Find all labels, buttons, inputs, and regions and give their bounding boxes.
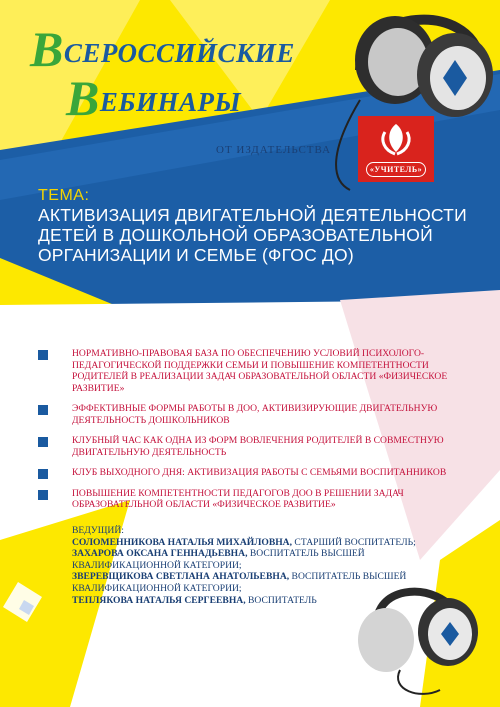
host-3: ЗВЕРЕВЩИКОВА СВЕТЛАНА АНАТОЛЬЕВНА, ВОСПИТАТЕЛЬ ВЫСШЕЙ КВАЛИФИКАЦИОННОЙ КАТЕГОРИИ; (72, 571, 407, 594)
bullet-square-icon (38, 405, 48, 415)
theme-title: АКТИВИЗАЦИЯ ДВИГАТЕЛЬНОЙ ДЕЯТЕЛЬНОСТИ ДЕТЕЙ В ДОШКОЛЬНОЙ ОБРАЗОВАТЕЛЬНОЙ ОРГАНИЗАЦИИ И СЕМЬЕ (ФГОС ДО) (38, 205, 467, 265)
publisher-logo (358, 116, 434, 182)
brand-title (30, 22, 295, 126)
host-4: ТЕПЛЯКОВА НАТАЛЬЯ СЕРГЕЕВНА, ВОСПИТАТЕЛЬ (72, 594, 317, 606)
logo-label: «УЧИТЕЛЬ» (369, 165, 423, 174)
brand-line-2: ВЕБИНАРЫ (66, 70, 242, 126)
list-item: ЭФФЕКТИВНЫЕ ФОРМЫ РАБОТЫ В ДОО, АКТИВИЗИРУЮЩИЕ ДВИГАТЕЛЬНУЮ ДЕЯТЕЛЬНОСТЬ ДОШКОЛЬНИКОВ (38, 403, 458, 426)
bullet-square-icon (38, 490, 48, 500)
list-item: ПОВЫШЕНИЕ КОМПЕТЕНТНОСТИ ПЕДАГОГОВ ДОО В РЕШЕНИИ ЗАДАЧ ОБРАЗОВАТЕЛЬНОЙ ОБЛАСТИ «ФИЗИЧЕСКОЕ РАЗВИТИЕ» (38, 488, 458, 511)
host-2: ЗАХАРОВА ОКСАНА ГЕННАДЬЕВНА, ВОСПИТАТЕЛЬ ВЫСШЕЙ КВАЛИФИКАЦИОННОЙ КАТЕГОРИИ; (72, 548, 365, 571)
list-item: КЛУБ ВЫХОДНОГО ДНЯ: АКТИВИЗАЦИЯ РАБОТЫ С СЕМЬЯМИ ВОСПИТАННИКОВ (38, 467, 458, 479)
publisher-text: ОТ ИЗДАТЕЛЬСТВА (216, 144, 332, 156)
logo-emblem-icon (358, 116, 434, 166)
host-1: СОЛОМЕННИКОВА НАТАЛЬЯ МИХАЙЛОВНА, СТАРШИЙ ВОСПИТАТЕЛЬ; (72, 536, 416, 548)
hosts-block (72, 525, 472, 606)
bullet-square-icon (38, 437, 48, 447)
hosts-label: ВЕДУЩИЙ: (72, 525, 124, 536)
list-item: КЛУБНЫЙ ЧАС КАК ОДНА ИЗ ФОРМ ВОВЛЕЧЕНИЯ РОДИТЕЛЕЙ В СОВМЕСТНУЮ ДВИГАТЕЛЬНУЮ ДЕЯТЕЛЬНОСТЬ (38, 435, 458, 458)
topic-list (38, 348, 458, 511)
list-item: НОРМАТИВНО-ПРАВОВАЯ БАЗА ПО ОБЕСПЕЧЕНИЮ УСЛОВИЙ ПСИХОЛОГО-ПЕДАГОГИЧЕСКОЙ ПОДДЕРЖКИ СЕМЬИ И ПОВЫШЕНИЕ КОМПЕТЕНТНОСТИ РОДИТЕЛЕЙ В РЕАЛИЗАЦИИ ЗАДАЧ ОБРАЗОВАТЕЛЬНОЙ ОБЛАСТИ «ФИЗИЧЕСКОЕ РАЗВИТИЕ» (38, 348, 458, 394)
bullet-square-icon (38, 469, 48, 479)
bullet-square-icon (38, 350, 48, 360)
theme-label: ТЕМА: (38, 187, 90, 204)
brand-line-1: ВСЕРОССИЙСКИЕ (30, 21, 295, 77)
